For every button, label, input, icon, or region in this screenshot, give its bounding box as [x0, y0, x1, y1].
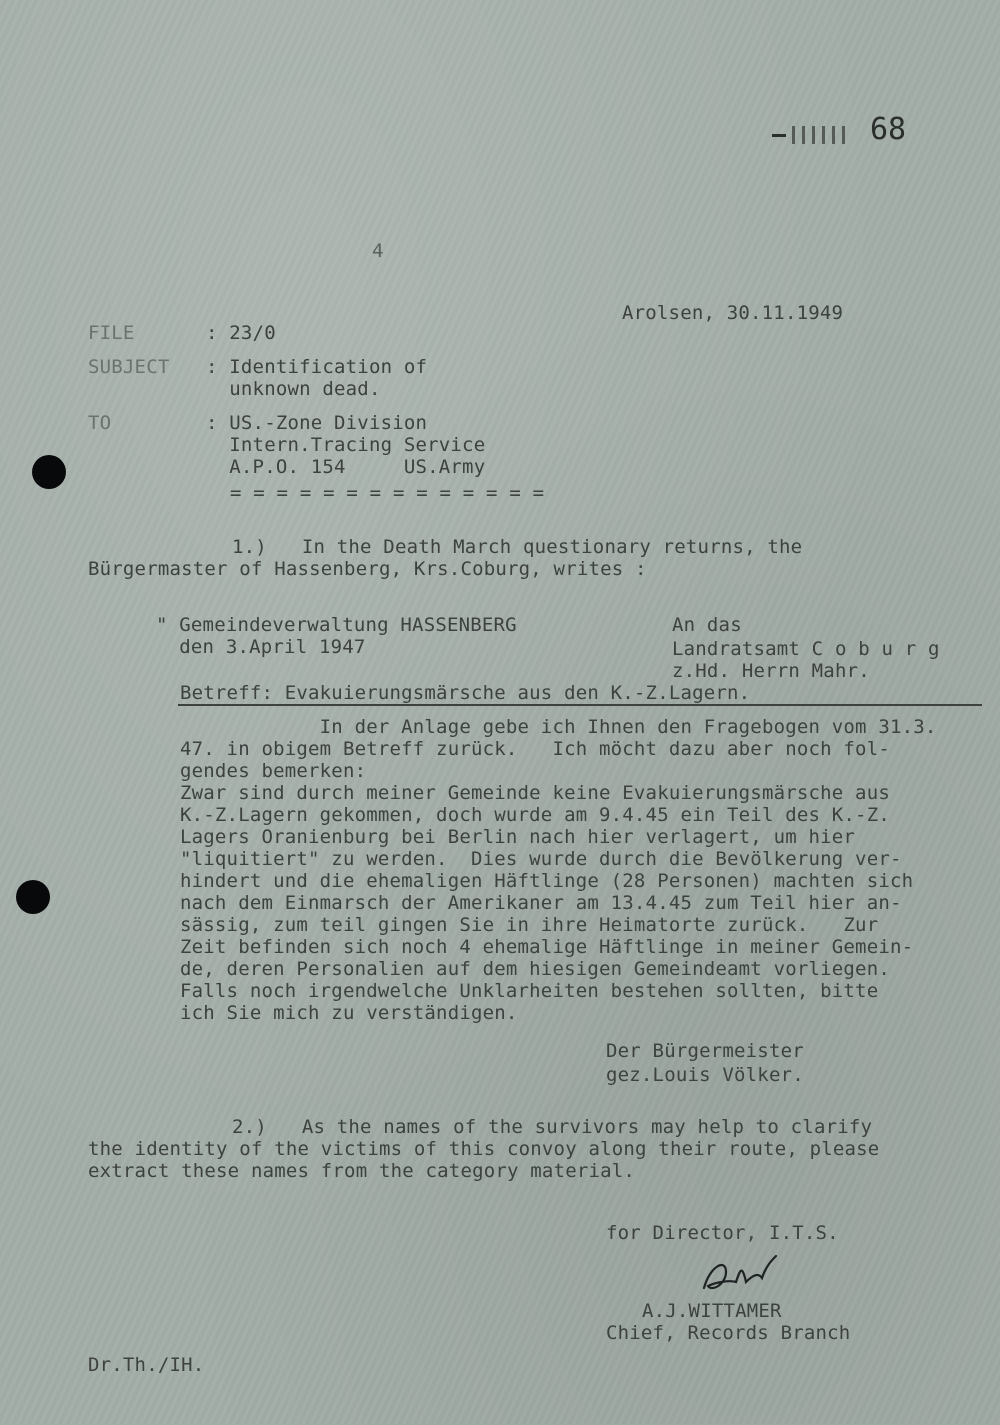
para2-line-1: 2.) As the names of the survivors may help to clarify [232, 1116, 873, 1138]
para1-line-2: Bürgermaster of Hassenberg, Krs.Coburg, writes : [88, 558, 647, 580]
signatory-name: A.J.WITTAMER [642, 1300, 782, 1322]
file-label: FILE [88, 322, 135, 344]
quote-body-line-13: Falls noch irgendwelche Unklarheiten bestehen sollten, bitte [180, 980, 879, 1002]
quote-sender-line-1: " Gemeindeverwaltung HASSENBERG [156, 614, 517, 636]
quote-body-line-10: sässig, zum teil gingen Sie in ihre Heimatorte zurück. Zur [180, 914, 879, 936]
quote-body-line-14: ich Sie mich zu verständigen. [180, 1002, 518, 1024]
quote-subject-line: Betreff: Evakuierungsmärsche aus den K.-Z.Lagern. [180, 682, 751, 704]
quote-body-line-8: hindert und die ehemaligen Häftlinge (28 Personen) machten sich [180, 870, 914, 892]
quote-closing-line-1: Der Bürgermeister [606, 1040, 804, 1062]
quote-sender-line-2: den 3.April 1947 [156, 636, 366, 658]
reference-initials: Dr.Th./IH. [88, 1354, 205, 1376]
punch-hole-bottom [16, 880, 50, 914]
to-label: TO [88, 412, 112, 434]
for-director-line: for Director, I.T.S. [606, 1222, 839, 1244]
quote-body-line-3: gendes bemerken: [180, 760, 367, 782]
quote-subject-rule [178, 704, 982, 706]
to-line-2: Intern.Tracing Service [206, 434, 486, 456]
para2-line-3: extract these names from the category material. [88, 1160, 636, 1182]
place-date: Arolsen, 30.11.1949 [622, 302, 844, 324]
quote-recipient-line-3: z.Hd. Herrn Mahr. [672, 660, 870, 682]
handwritten-signature [696, 1252, 786, 1300]
quote-recipient-line-2: Landratsamt C o b u r g [672, 638, 940, 660]
quote-body-line-1: In der Anlage gebe ich Ihnen den Fragebogen vom 31.3. [180, 716, 937, 738]
signatory-title: Chief, Records Branch [606, 1322, 851, 1344]
quote-closing-line-2: gez.Louis Völker. [606, 1064, 804, 1086]
quote-body-line-4: Zwar sind durch meiner Gemeinde keine Evakuierungsmärsche aus [180, 782, 890, 804]
file-value: : 23/0 [206, 322, 276, 344]
to-line-3: A.P.O. 154 US.Army [206, 456, 486, 478]
archive-stamp-marks [772, 120, 868, 150]
archive-number: 68 [870, 112, 907, 147]
quote-body-line-2: 47. in obigem Betreff zurück. Ich möcht dazu aber noch fol- [180, 738, 890, 760]
quote-recipient-line-1: An das [672, 614, 742, 636]
quote-body-line-7: "liquitiert" zu werden. Dies wurde durch die Bevölkerung ver- [180, 848, 902, 870]
page-number: 4 [372, 240, 384, 262]
header-separator: = = = = = = = = = = = = = = [230, 482, 545, 504]
subject-line-1: : Identification of [206, 356, 428, 378]
quote-body-line-5: K.-Z.Lagern gekommen, doch wurde am 9.4.45 ein Teil des K.-Z. [180, 804, 890, 826]
punch-hole-top [32, 455, 66, 489]
quote-body-line-6: Lagers Oranienburg bei Berlin nach hier verlagert, um hier [180, 826, 856, 848]
subject-line-2: unknown dead. [206, 378, 381, 400]
quote-body-line-12: de, deren Personalien auf dem hiesigen Gemeindeamt vorliegen. [180, 958, 890, 980]
to-line-1: : US.-Zone Division [206, 412, 428, 434]
quote-body-line-9: nach dem Einmarsch der Amerikaner am 13.4.45 zum Teil hier an- [180, 892, 902, 914]
quote-body-line-11: Zeit befinden sich noch 4 ehemalige Häftlinge in meiner Gemein- [180, 936, 914, 958]
para2-line-2: the identity of the victims of this convoy along their route, please [88, 1138, 880, 1160]
subject-label: SUBJECT [88, 356, 170, 378]
para1-line-1: 1.) In the Death March questionary returns, the [232, 536, 803, 558]
